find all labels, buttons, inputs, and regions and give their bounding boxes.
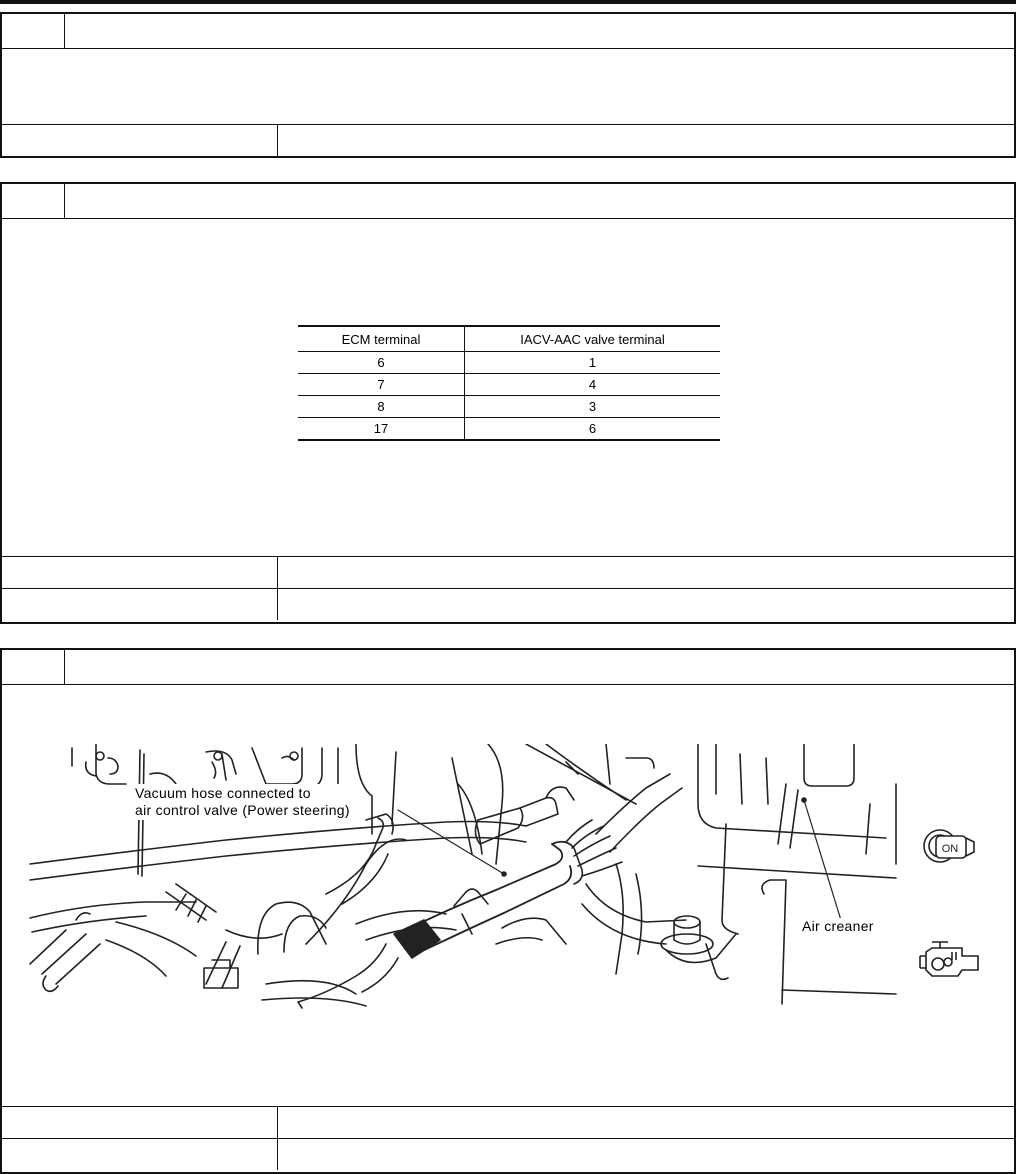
step-header <box>2 14 1014 49</box>
result-row-ok <box>2 1106 1014 1138</box>
result-action-cell <box>278 589 1014 620</box>
result-action-cell <box>278 557 1014 588</box>
vacuum-hose-callout-line2: air control valve (Power steering) <box>135 802 350 818</box>
iacv-terminal-cell: 4 <box>465 374 721 396</box>
step-header <box>2 650 1014 685</box>
ecm-terminal-cell: 7 <box>298 374 465 396</box>
iacv-terminal-cell: 6 <box>465 418 721 441</box>
result-row <box>2 124 1014 156</box>
ecm-terminal-cell: 17 <box>298 418 465 441</box>
ecm-terminal-cell: 8 <box>298 396 465 418</box>
result-row-ng <box>2 1138 1014 1170</box>
step-title-cell <box>65 184 1014 218</box>
result-action-cell <box>278 125 1014 156</box>
step-number-cell <box>2 184 65 218</box>
result-row-ok <box>2 556 1014 588</box>
table-row <box>298 418 720 441</box>
top-rule <box>0 0 1016 4</box>
key-on-label: ON <box>941 843 959 855</box>
step-panel-2 <box>0 182 1016 624</box>
step-number-cell <box>2 650 65 684</box>
header-iacv-terminal: IACV-AAC valve terminal <box>465 326 721 352</box>
result-action-cell <box>278 1139 1014 1170</box>
result-label-cell <box>2 1139 278 1170</box>
result-row-ng <box>2 588 1014 620</box>
step-number-cell <box>2 14 65 48</box>
result-label-cell <box>2 1107 278 1138</box>
table-row <box>298 396 720 418</box>
engine-bay-illustration <box>26 744 1016 1014</box>
table-row <box>298 352 720 374</box>
step-header <box>2 184 1014 219</box>
ignition-key-on-icon <box>920 826 982 870</box>
terminal-table-header <box>298 326 720 352</box>
vacuum-hose-callout-line1: Vacuum hose connected to <box>135 785 311 801</box>
table-row <box>298 374 720 396</box>
result-action-cell <box>278 1107 1014 1138</box>
iacv-terminal-cell: 1 <box>465 352 721 374</box>
result-label-cell <box>2 557 278 588</box>
result-label-cell <box>2 589 278 620</box>
air-cleaner-callout: Air creaner <box>802 918 874 934</box>
result-label-cell <box>2 125 278 156</box>
header-ecm-terminal: ECM terminal <box>298 326 465 352</box>
engine-running-icon <box>918 934 986 984</box>
step-panel-3 <box>0 648 1016 1174</box>
step-title-cell <box>65 650 1014 684</box>
iacv-terminal-cell: 3 <box>465 396 721 418</box>
ecm-terminal-cell: 6 <box>298 352 465 374</box>
step-title-cell <box>65 14 1014 48</box>
vacuum-hose-callout <box>132 784 353 820</box>
terminal-table <box>298 325 720 441</box>
step-panel-1 <box>0 12 1016 158</box>
